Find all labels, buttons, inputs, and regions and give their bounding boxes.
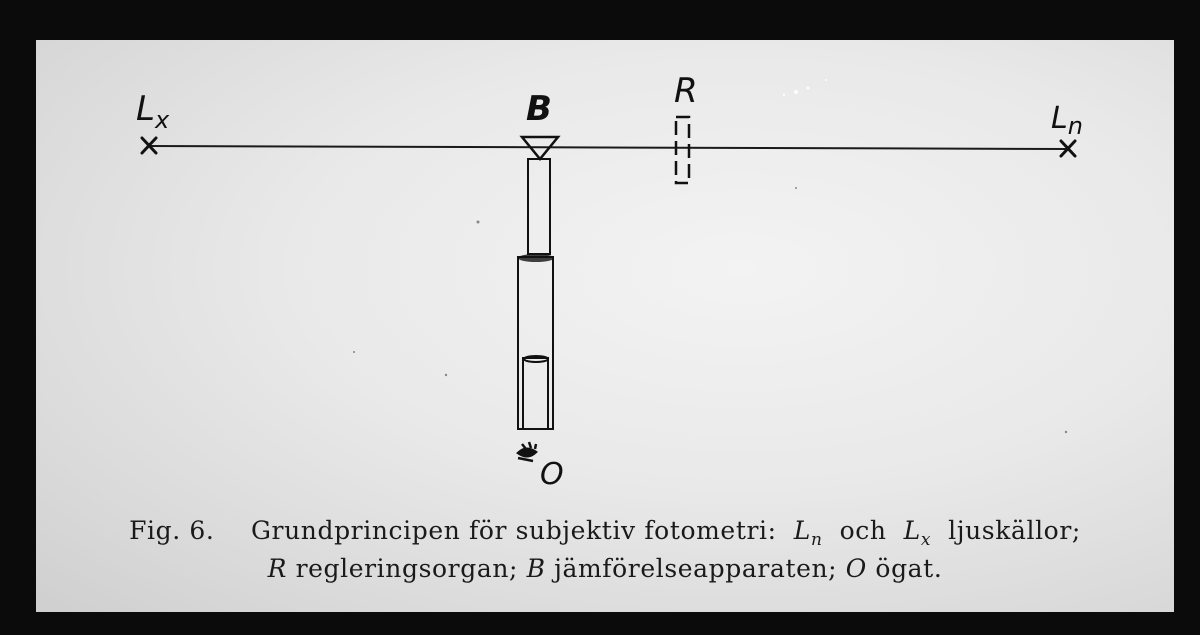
- caption-text-ljuskallor: ljuskällor;: [948, 516, 1081, 545]
- label-ln: $L_n$: [1051, 101, 1083, 140]
- eye-icon: [518, 442, 536, 461]
- caption-och: och: [839, 516, 887, 545]
- caption-text-regleringsorgan: regleringsorgan;: [295, 554, 519, 583]
- dust-marks: [353, 187, 1067, 433]
- caption-fig-number: Fig. 6.: [129, 516, 215, 545]
- caption-ln: $L_n$: [793, 516, 823, 550]
- caption-r: R: [267, 554, 288, 583]
- caption-text-jamforelse: jämförelseapparaten;: [554, 554, 838, 583]
- upper-tube: [528, 159, 550, 254]
- bench-line: [149, 146, 1068, 149]
- label-r: R: [674, 71, 698, 111]
- regulating-device: [676, 117, 689, 183]
- caption-o: O: [845, 554, 867, 583]
- caption-line-2: [36, 550, 1174, 588]
- caption-line-1: [36, 512, 1174, 550]
- label-lx: $L_x$: [136, 89, 170, 134]
- photometry-diagram: [36, 40, 1174, 510]
- caption-lx: $L_x$: [903, 516, 932, 550]
- label-o: O: [540, 457, 564, 492]
- dust-specks: [783, 79, 827, 96]
- label-b: B: [526, 89, 552, 129]
- caption-b: B: [526, 554, 546, 583]
- caption-text-ogat: ögat.: [875, 554, 943, 583]
- figure-caption: [36, 512, 1174, 588]
- eyepiece: [523, 358, 548, 429]
- lantern-slide: [36, 40, 1174, 612]
- lower-tube-top: [518, 254, 554, 262]
- caption-text-1: Grundprincipen för subjektiv fotometri:: [250, 516, 777, 545]
